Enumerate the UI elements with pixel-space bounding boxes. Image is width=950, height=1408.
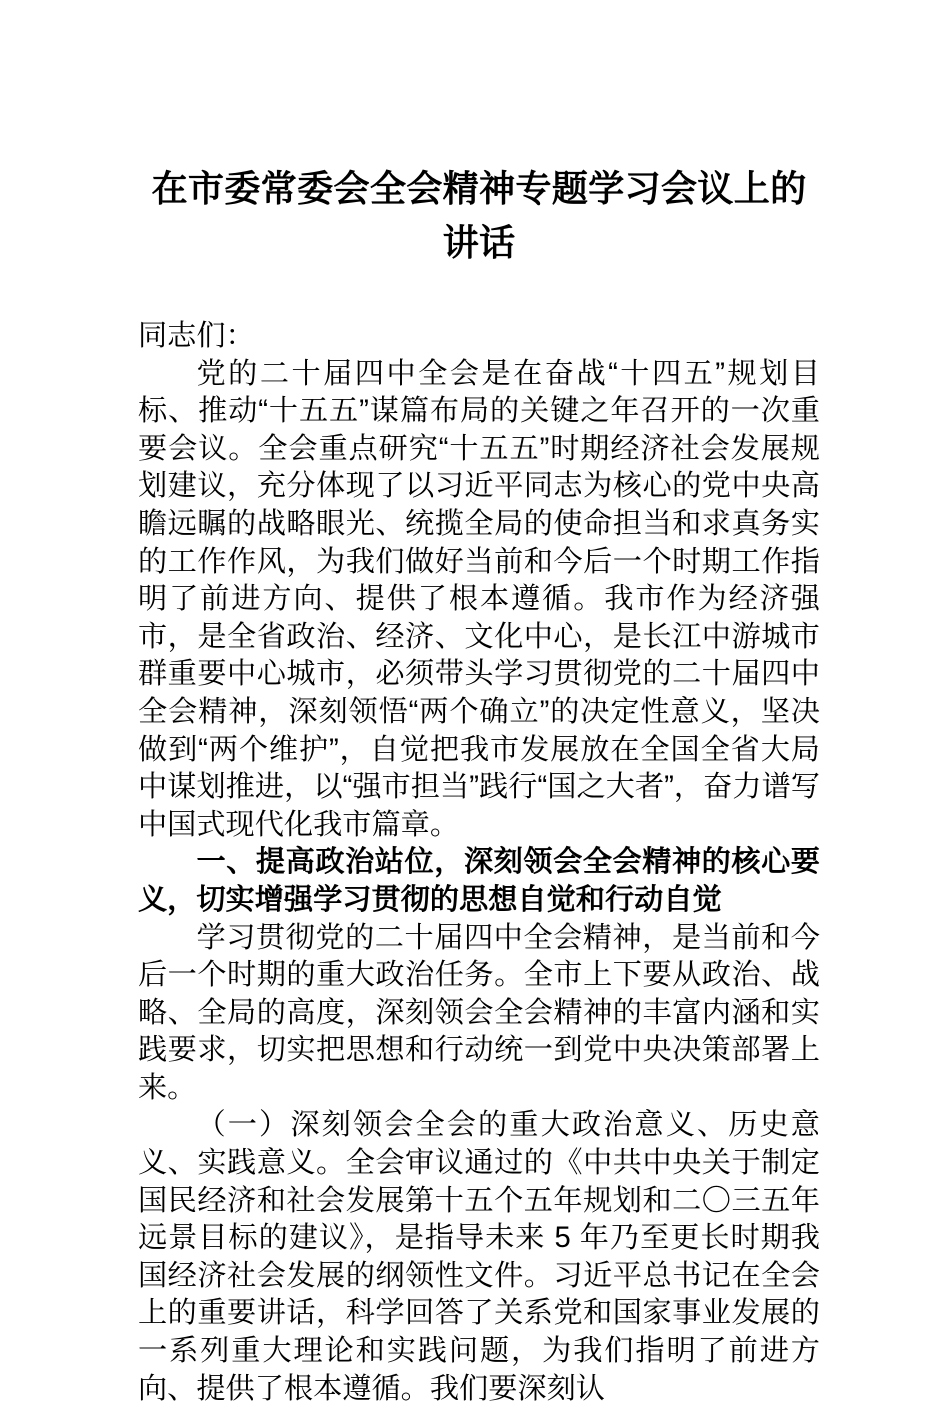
paragraph-subsection-one: （一）深刻领会全会的重大政治意义、历史意义、实践意义。全会审议通过的《中共中央关于制定国民经济和社会发展第十五个五年规划和二〇三五年远景目标的建议》，是指导未来 5 年乃至更长时期我国经济社会发展的纲领性文件。习近平总书记在全会上的重要讲话，科学回答了关系党和国家事业发展的一系列重大理论和实践问题，为我们指明了前进方向、提供了根本遵循。我们要深刻认 bbox=[138, 1109, 820, 1405]
title-body-spacer bbox=[138, 270, 820, 318]
document-title-line-2: 讲话 bbox=[442, 222, 516, 263]
document-title-line-1: 在市委常委会全会精神专题学习会议上的 bbox=[151, 168, 807, 209]
paragraph-opening: 党的二十届四中全会是在奋战“十四五”规划目标、推动“十五五”谋篇布局的关键之年召开的一次重要会议。全会重点研究“十五五”时期经济社会发展规划建议，充分体现了以习近平同志为核心的党中央高瞻远瞩的战略眼光、统揽全局的使命担当和求真务实的工作作风，为我们做好当前和今后一个时期工作指明了前进方向、提供了根本遵循。我市作为经济强市，是全省政治、经济、文化中心，是长江中游城市群重要中心城市，必须带头学习贯彻党的二十届四中全会精神，深刻领悟“两个确立”的决定性意义，坚决做到“两个维护”，自觉把我市发展放在全国全省大局中谋划推进，以“强市担当”践行“国之大者”，奋力谱写中国式现代化我市篇章。 bbox=[138, 357, 820, 841]
document-title bbox=[138, 0, 820, 270]
paragraph-section-one-intro: 学习贯彻党的二十届四中全会精神，是当前和今后一个时期的重大政治任务。全市上下要从政治、战略、全局的高度，深刻领会全会精神的丰富内涵和实践要求，切实把思想和行动统一到党中央决策部署上来。 bbox=[138, 921, 820, 1104]
section-heading-one: 一、提高政治站位，深刻领会全会精神的核心要义，切实增强学习贯彻的思想自觉和行动自觉 bbox=[138, 846, 820, 916]
salutation: 同志们： bbox=[138, 320, 255, 352]
document-content bbox=[138, 0, 820, 1408]
